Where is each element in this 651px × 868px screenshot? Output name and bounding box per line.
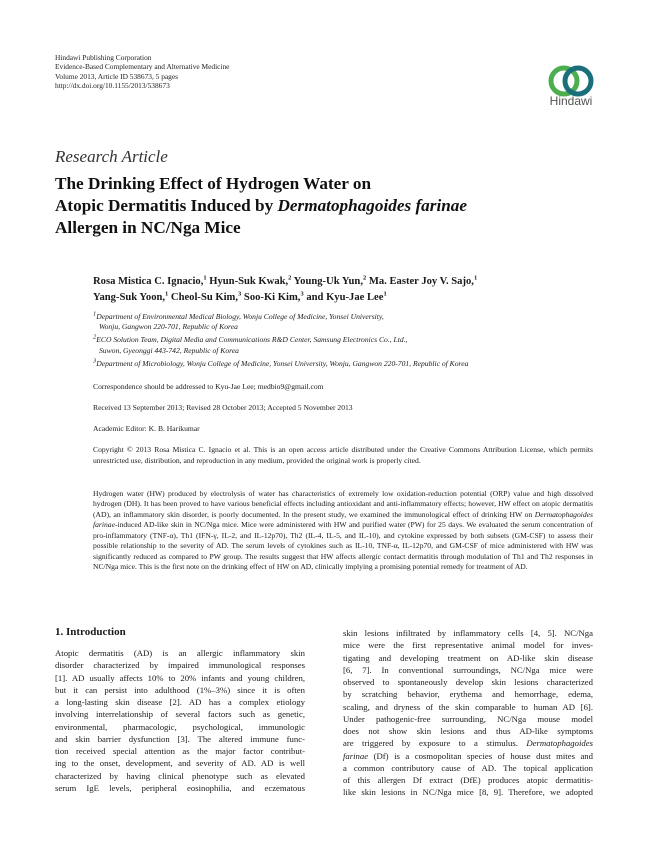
body-text: are triggered by exposure to a stimulus.: [343, 738, 527, 749]
body-line: but it can persist into adulthood (1%–3%) since it is often: [55, 684, 305, 695]
author-name[interactable]: Hyun-Suk Kwak,: [206, 276, 289, 287]
author-affiliation: 1: [165, 290, 169, 298]
body-line: environmental, pharmacologic, psychological, immunologic: [55, 721, 305, 732]
author-line-1: [93, 274, 593, 290]
affiliation-text: Department of Environmental Medical Biology, Wonju College of Medicine, Yonsei University,: [96, 312, 384, 321]
abstract-text: -induced AD-like skin in NC/Nga mice. Mice were administered with HW and purified water (PW) for 25 days. We evaluated the serum concentration of pro-inflammatory (TNF-α), Th1 (IFN-γ, IL-2, and IL-12p70), Th2 (IL-4, IL-5, and IL-10), and cytokine expressed by both subsets (GM-CSF) to assess their possible relationship to the severity of AD. The serum levels of cytokines such as IL-10, TNF-α, IL-12p70, and GM-CSF of mice administered with HW was significantly reduced as compared to PW group. The results suggest that HW affects allergic contact dermatitis through modulation of Th1 and Th2 responses in NC/Nga mice. This is the first note on the drinking effect of HW on AD, clinically implying a promising potential remedy for treatment of AD.: [93, 520, 593, 572]
affiliation-text: Department of Microbiology, Wonju College of Medicine, Yonsei University, Wonju, Gangwon 220-701, Republic of Korea: [96, 358, 469, 368]
body-line: does not show skin lesions and thus AD-like symptoms: [343, 726, 593, 736]
affiliations: [93, 312, 583, 372]
body-line: disorder characterized by impaired immunological responses: [55, 660, 305, 671]
doi-link[interactable]: http://dx.doi.org/10.1155/2013/538673: [55, 80, 170, 90]
author-affiliation: 1: [203, 274, 207, 282]
affiliation-text: Wonju, Gangwon 220-701, Republic of Korea: [99, 322, 238, 332]
received-dates: Received 13 September 2013; Revised 28 October 2013; Accepted 5 November 2013: [93, 403, 353, 412]
body-line: by scratching behavior, erythema and hemorrhage, edema,: [343, 689, 593, 700]
body-line: mice were the first representative animal model for inves-: [343, 640, 593, 651]
body-line: like skin lesions in NC/Nga mice [8, 9]. Therefore, we adopted: [343, 787, 593, 798]
left-column: [55, 647, 305, 794]
title-line-3: Allergen in NC/Nga Mice: [55, 218, 241, 237]
author-line-2: [93, 290, 593, 306]
body-line: ing to the onset, development, and severity of AD. AD is well: [55, 758, 305, 769]
abstract-paragraph: [93, 489, 593, 573]
affiliation-number: 2: [93, 333, 97, 341]
author-name[interactable]: Young-Uk Yun,: [291, 276, 363, 287]
body-line: of this allergen Df extract (DfE) produces atopic dermatitis-: [343, 775, 593, 785]
body-line: a long-lasting skin disease [2]. AD has a complex etiology: [55, 697, 305, 707]
body-line: skin lesions infiltrated by inflammatory cells [4, 5]. NC/Nga: [343, 628, 593, 638]
author-affiliation: 3: [300, 290, 304, 298]
hindawi-logo-text: Hindawi: [549, 94, 593, 108]
body-line: involving interrelationship of several factors such as genetic,: [55, 709, 305, 720]
body-line: tigating and developing treatment on AD-like skin disease: [343, 652, 593, 663]
affiliation-text: ECO Solution Team, Digital Media and Communications R&D Center, Samsung Electronics Co., Ltd.,: [96, 335, 408, 345]
author-affiliation: 1: [473, 274, 478, 282]
body-species: Dermatophagoides: [526, 738, 593, 749]
abstract-species: Dermatophagoides farinae: [93, 509, 593, 530]
title-line-2: [55, 195, 575, 217]
author-affiliation: 2: [362, 274, 367, 282]
author-name[interactable]: Ma. Easter Joy V. Sajo,: [366, 276, 474, 287]
article-type: Research Article: [55, 147, 168, 166]
affiliation-text: Suwon, Gyeonggi 443-742, Republic of Korea: [99, 345, 239, 355]
affiliation-2: [93, 335, 583, 356]
body-line: characterized by having clinical phenotype such as elevated: [55, 770, 305, 781]
title-line-1: The Drinking Effect of Hydrogen Water on: [55, 174, 372, 193]
title-species: Dermatophagoides farinae: [277, 196, 468, 215]
affiliation-number: 3: [93, 357, 97, 365]
author-affiliation: 3: [238, 290, 242, 298]
author-affiliation: 1: [383, 290, 387, 298]
right-column: [343, 627, 593, 799]
abstract-text: Hydrogen water (HW) produced by electrolysis of water has characteristics of extremely low oxidation-reduction potential (ORP) value and high dissolved hydrogen (DH). It has been proved to have various beneficial effects including antioxidant and anti-inflammatory effects; however, HW effect on atopic dermatitis (AD), an inflammatory skin disorder, is poorly documented. In the present study, we examined the immunological effect of drinking HW on: [93, 489, 593, 519]
body-line: [343, 750, 593, 762]
body-line: Under pathogenic-free surrounding, NC/Nga mouse model: [343, 713, 593, 724]
volume-info: Volume 2013, Article ID 538673, 5 pages: [55, 71, 179, 81]
publisher-name: Hindawi Publishing Corporation: [55, 53, 152, 62]
author-name[interactable]: Soo-Ki Kim,: [241, 292, 301, 303]
title-line-2-text: Atopic Dermatitis Induced by: [55, 196, 278, 215]
academic-editor: Academic Editor: K. B. Harikumar: [93, 424, 200, 433]
affiliation-1: [93, 312, 583, 333]
body-line: [1]. AD usually affects 10% to 20% infants and young children,: [55, 672, 305, 683]
affiliation-3: [93, 359, 583, 369]
author-name[interactable]: Yang-Suk Yoon,: [93, 292, 166, 303]
body-line: observed to spontaneously develop skin lesions characterized: [343, 677, 593, 687]
author-affiliation: 2: [288, 274, 292, 282]
copyright-notice: Copyright © 2013 Rosa Mistica C. Ignacio et al. This is an open access article distributed under the Creative Commons Attribution License, which permits unrestricted use, distribution, and reproduction in any medium, provided the original work is properly cited.: [93, 445, 593, 465]
body-line: [343, 737, 593, 749]
author-list: [93, 274, 593, 306]
body-line: Atopic dermatitis (AD) is an allergic inflammatory skin: [55, 648, 305, 658]
body-line: a common contributory cause of AD. The topical application: [343, 762, 593, 773]
correspondence: Correspondence should be addressed to Kyu-Jae Lee; medbio9@gmail.com: [93, 382, 324, 391]
body-line: tion received special attention as the major factor contribut-: [55, 746, 305, 756]
author-name[interactable]: Rosa Mistica C. Ignacio,: [93, 276, 204, 287]
abstract: [93, 489, 593, 573]
body-line: [6, 7]. In conventional surroundings, NC/Nga mice were: [343, 664, 593, 675]
body-line: and skin barrier dysfunction [3]. The altered immune func-: [55, 733, 305, 744]
body-line: scaling, and dryness of the skin comparable to human AD [6].: [343, 701, 593, 712]
affiliation-number: 1: [93, 310, 97, 318]
article-title: [55, 173, 575, 239]
body-text: (Df) is a cosmopolitan species of house dust mites and: [368, 750, 593, 761]
publication-info: [55, 53, 229, 90]
section-heading: 1. Introduction: [55, 626, 126, 638]
journal-name: Evidence-Based Complementary and Alternative Medicine: [55, 62, 230, 72]
author-name[interactable]: Cheol-Su Kim,: [168, 292, 239, 303]
body-line: serum IgE levels, peripheral eosinophilia, and eczematous: [55, 782, 305, 793]
body-species: farinae: [343, 750, 369, 761]
author-name[interactable]: and Kyu-Jae Lee: [303, 292, 384, 303]
